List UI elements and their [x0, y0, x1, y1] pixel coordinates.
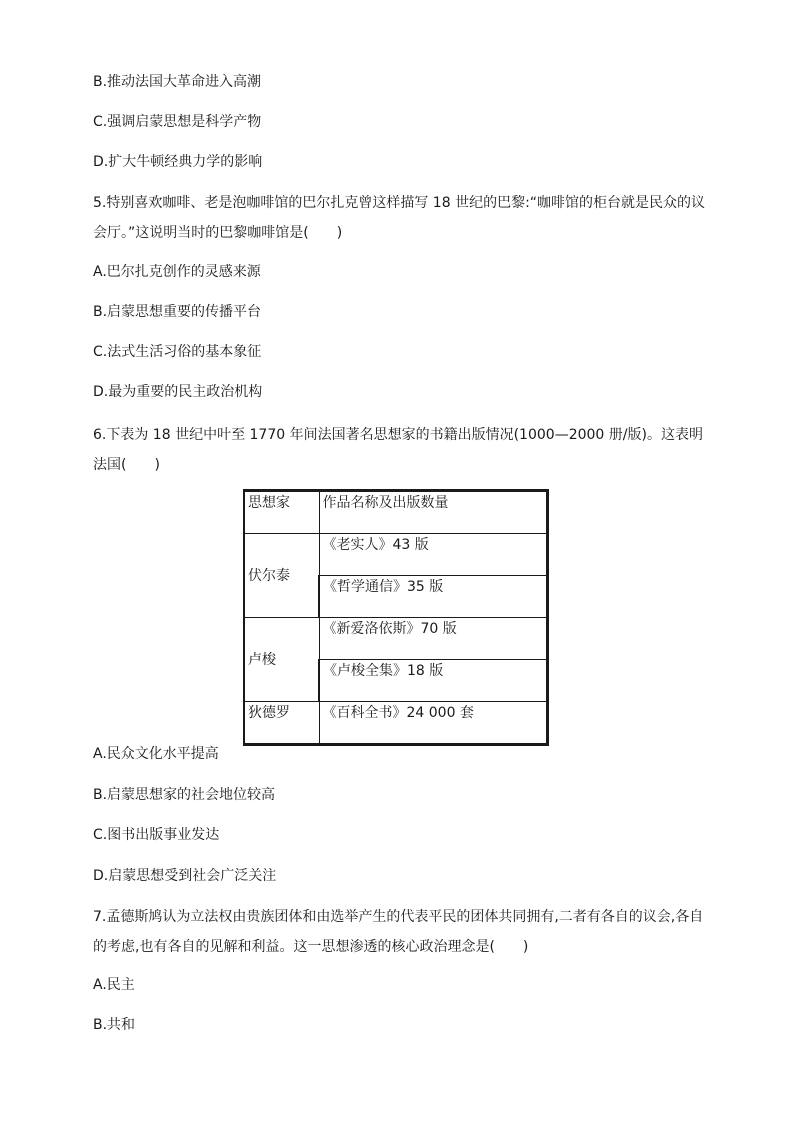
thinker-voltaire: 伏尔泰 [244, 534, 319, 618]
work-cell: 《百科全书》24 000 套 [319, 702, 548, 745]
q6-option-b: B.启蒙思想家的社会地位较高 [93, 787, 276, 803]
q7-option-a: A.民主 [93, 977, 135, 993]
work-cell: 《老实人》43 版 [319, 534, 548, 576]
header-works: 作品名称及出版数量 [319, 491, 548, 534]
q7-stem: 7.孟德斯鸠认为立法权由贵族团体和由选举产生的代表平民的团体共同拥有,二者有各自的议会,各自的考虑,也有各自的见解和利益。这一思想渗透的核心政治理念是( ) [93, 909, 704, 955]
works-table [243, 489, 549, 746]
work-cell: 《卢梭全集》18 版 [319, 660, 548, 702]
q5-option-c: C.法式生活习俗的基本象征 [93, 344, 262, 360]
q6-option-a: A.民众文化水平提高 [93, 746, 219, 762]
q6-stem: 6.下表为 18 世纪中叶至 1770 年间法国著名思想家的书籍出版情况(1000—2000 册/版)。这表明法国( ) [93, 427, 703, 473]
q6-option-d: D.启蒙思想受到社会广泛关注 [93, 868, 277, 884]
q4-option-d: D.扩大牛顿经典力学的影响 [93, 154, 263, 170]
q6-option-c: C.图书出版事业发达 [93, 827, 220, 843]
thinker-rousseau: 卢梭 [244, 618, 319, 702]
q4-option-b: B.推动法国大革命进入高潮 [93, 74, 262, 90]
table-row [244, 702, 548, 745]
work-cell: 《哲学通信》35 版 [319, 576, 548, 618]
q5-option-b: B.启蒙思想重要的传播平台 [93, 304, 262, 320]
thinker-diderot: 狄德罗 [244, 702, 319, 745]
header-thinker: 思想家 [244, 491, 319, 534]
q5-option-d: D.最为重要的民主政治机构 [93, 384, 263, 400]
table-row [244, 491, 548, 534]
table-row [244, 534, 548, 576]
q5-option-a: A.巴尔扎克创作的灵感来源 [93, 264, 261, 280]
q4-option-c: C.强调启蒙思想是科学产物 [93, 114, 262, 130]
work-cell: 《新爱洛依斯》70 版 [319, 618, 548, 660]
table-row [244, 618, 548, 660]
q7-option-b: B.共和 [93, 1017, 136, 1033]
q5-stem: 5.特别喜欢咖啡、老是泡咖啡馆的巴尔扎克曾这样描写 18 世纪的巴黎:“咖啡馆的柜台就是民众的议会厅。”这说明当时的巴黎咖啡馆是( ) [93, 195, 706, 241]
